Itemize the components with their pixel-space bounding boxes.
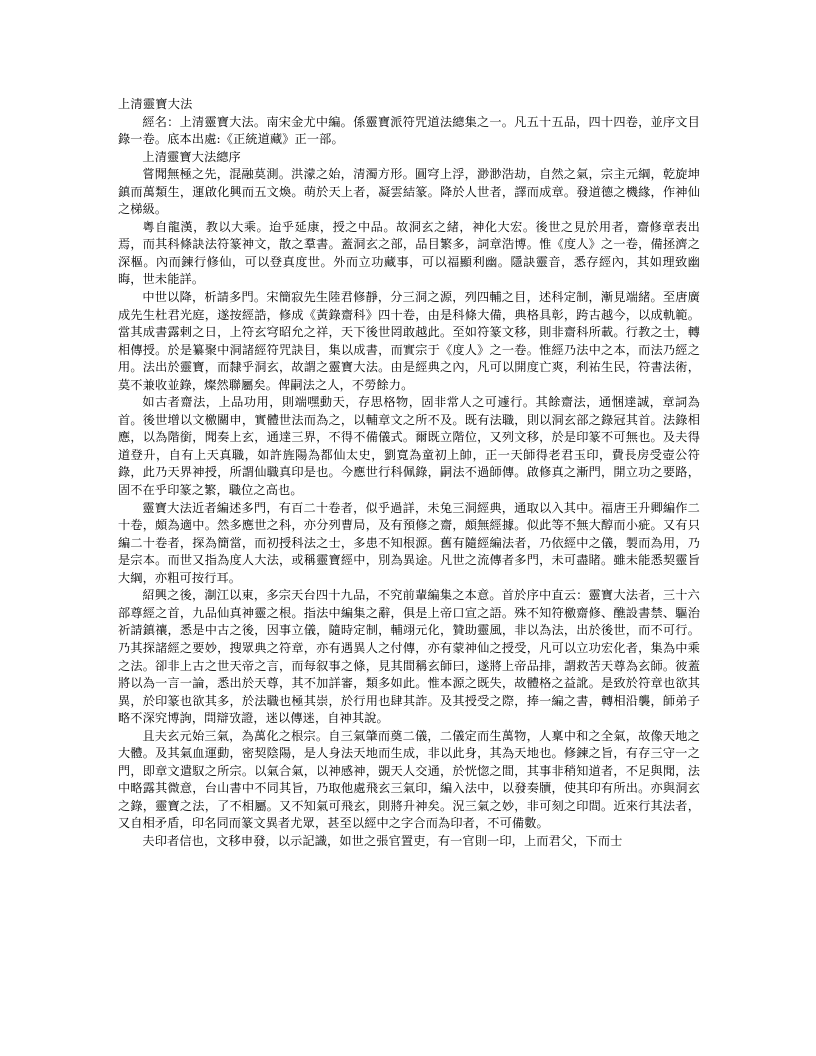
paragraph-preface-5: 靈寶大法近者編述多門，有百二十卷者，似乎過詳，未兔三洞經典，通取以入其中。福唐王升卿編作二十卷，頗為適中。然多應世之科，亦分列曹局，及有預修之齋，頗無經據。似此等不無大醇而小疵。又有只編二十卷者，探為簡當，而初授科法之士，多患不知根源。舊有隨經編法者，乃依經中之儀，製而為用，乃是宗本。而世又指為度人大法，或稱靈寶經中，別為異途。凡世之流傳者多門，未可盡睹。雖未能悉契靈旨大綱，亦粗可按行耳。 [118, 500, 700, 585]
paragraph-preface-2: 粵自龍漢，教以大乘。迨乎延康，授之中品。故洞玄之緒，神化大宏。後世之見於用者，齋修章表出焉，而其科條訣法符篆神文，散之羣書。蓋洞玄之部，品目繁多，詞章浩博。惟《度人》之一卷，備拯濟之深樞。內而鍊行修仙，可以登真度世。外而立功藏事，可以福顯利幽。隱訣靈音，悉存經內，其如理致幽晦，世未能詳。 [118, 219, 700, 287]
paragraph-preface-3: 中世以降，析請多門。宋簡寂先生陸君修靜，分三洞之源，列四輔之目，述科定制，漸見端緒。至唐廣成先生杜君光庭，遂按經誥，修成《黃錄齋科》四十卷，由是科條大備，典格具彰，跨古越今，以成軌範。當其成書露剌之日，上符玄穹昭允之祥，天下後世罔敢越此。至如符篆文移，則非齋科所載。行教之士，轉相傳授。於是纂聚中洞諸經符咒訣目，集以成書，而實宗于《度人》之一卷。惟經乃法中之本，而法乃經之用。法出於靈寶，而隸乎洞玄，故謂之靈寶大法。由是經典之內，凡可以開度亡爽，利祐生民，符書法術，莫不兼收並錄，燦然聯屬矣。俾嗣法之人，不勞餘力。 [118, 290, 700, 392]
paragraph-preface-7: 且夫玄元始三氣，為萬化之根宗。自三氣肇而奠二儀，二儀定而生萬物，人稟中和之全氣，故像天地之大體。及其氣血運動，密契陰陽，是人身法天地而生成，非以此身，其為天地也。修鍊之旨，有存三守一之門，即章文遣馭之所宗。以氣合氣，以神感神，覬天人交通，於恍惚之間，其事非稍知道者，不足與聞，法中略露其微意，台山書中不同其旨，乃取他處飛玄三氣印，編入法中，以發奏牘，使其印有所出。亦與洞玄之錄，靈寶之法，了不相屬。又不知氣可飛玄，則將升神矣。況三氣之妙，非可刻之印間。近來行其法者，又自相矛盾，印名同而篆文異者尤眾，甚至以經中之字合而為印者，不可備數。 [118, 728, 700, 831]
paragraph-preface-8: 夫印者信也，文移申發，以示記識，如世之張官置吏，有一官則一印，上而君父，下而士 [142, 833, 623, 848]
paragraph-preface-4: 如古者齋法，上品功用，則端嘿動天，存思格物，固非常人之可遽行。其餘齋法，通悃達誠，章詞為首。後世增以文檄關申，實體世法而為之，以輔章文之所不及。既有法職，則以洞玄部之錄冠其首。法錄相應，以為階銜，聞奏上玄，通達三界，不得不備儀式。爾既立階位，又列文移，於是印篆不可無也。及夫得道登升，自有上天真職，如許旌陽為都仙太史，劉寬為童初上帥，正一天師得老君玉印，費長房受壺公符錄，此乃天界神授，所謂仙職真印是也。今應世行科佩錄，嗣法不過師傳。啟修真之漸門，開立功之要路，固不在乎印篆之繁，職位之高也。 [118, 395, 700, 498]
paragraph-preface-1: 嘗聞無極之先，混融莫測。洪濛之始，清濁方形。圓穹上浮，渺渺浩劫，自然之氣，宗主元綱，乾旋坤鎮而萬類生，運啟化興而五文煥。萌於天上者，凝雲結篆。降於人世者，譯而成章。發道德之機緣，作神仙之梯級。 [118, 167, 700, 217]
paragraph-sutra-name: 經名：上清靈寶大法。南宋金尤中編。係靈寶派符咒道法總集之一。凡五十五品，四十四卷，並序文目錄一卷。底本出處:《正統道藏》正一部。 [118, 114, 700, 147]
document-text-body [118, 96, 700, 851]
paragraph-section-heading: 上清靈寶大法總序 [142, 149, 241, 164]
page-title: 上清靈寶大法 [118, 97, 193, 111]
paragraph-preface-6: 紹興之後，淛江以東，多宗天台四十九品，不究前輩編集之本意。首於序中直云：靈寶大法者，三十六部尊經之首，九品仙真神靈之根。指法中編集之辭，俱是上帝口宣之語。殊不知符檄齋修、醮設書禁、驅治祈請鎮禳，悉是中古之後，因事立儀，隨時定制，輔翊元化，贊助靈風，非以為法，出於後世，而不可行。乃其探諸經之要妙，搜眾典之符章，亦有遇異人之付傳，亦有蒙神仙之授受，凡可以立功宏化者，集為中乘之法。卻非上古之世天帝之言，而每叙事之條，見其間稱玄師曰，遂將上帝品排，謂救苦天尊為玄師。彼蓋將以為一言一論，悉出於天尊，其不加詳審，類多如此。惟本源之既失，故體格之益訛。是致於符章也欲其異，於印篆也欲其多，於法職也極其崇，於行用也肆其詐。及其授受之際，捧一編之書，轉相沿襲，師弟子略不深究博詢，問辯攷證，迷以傳迷，自神其說。 [118, 588, 700, 726]
